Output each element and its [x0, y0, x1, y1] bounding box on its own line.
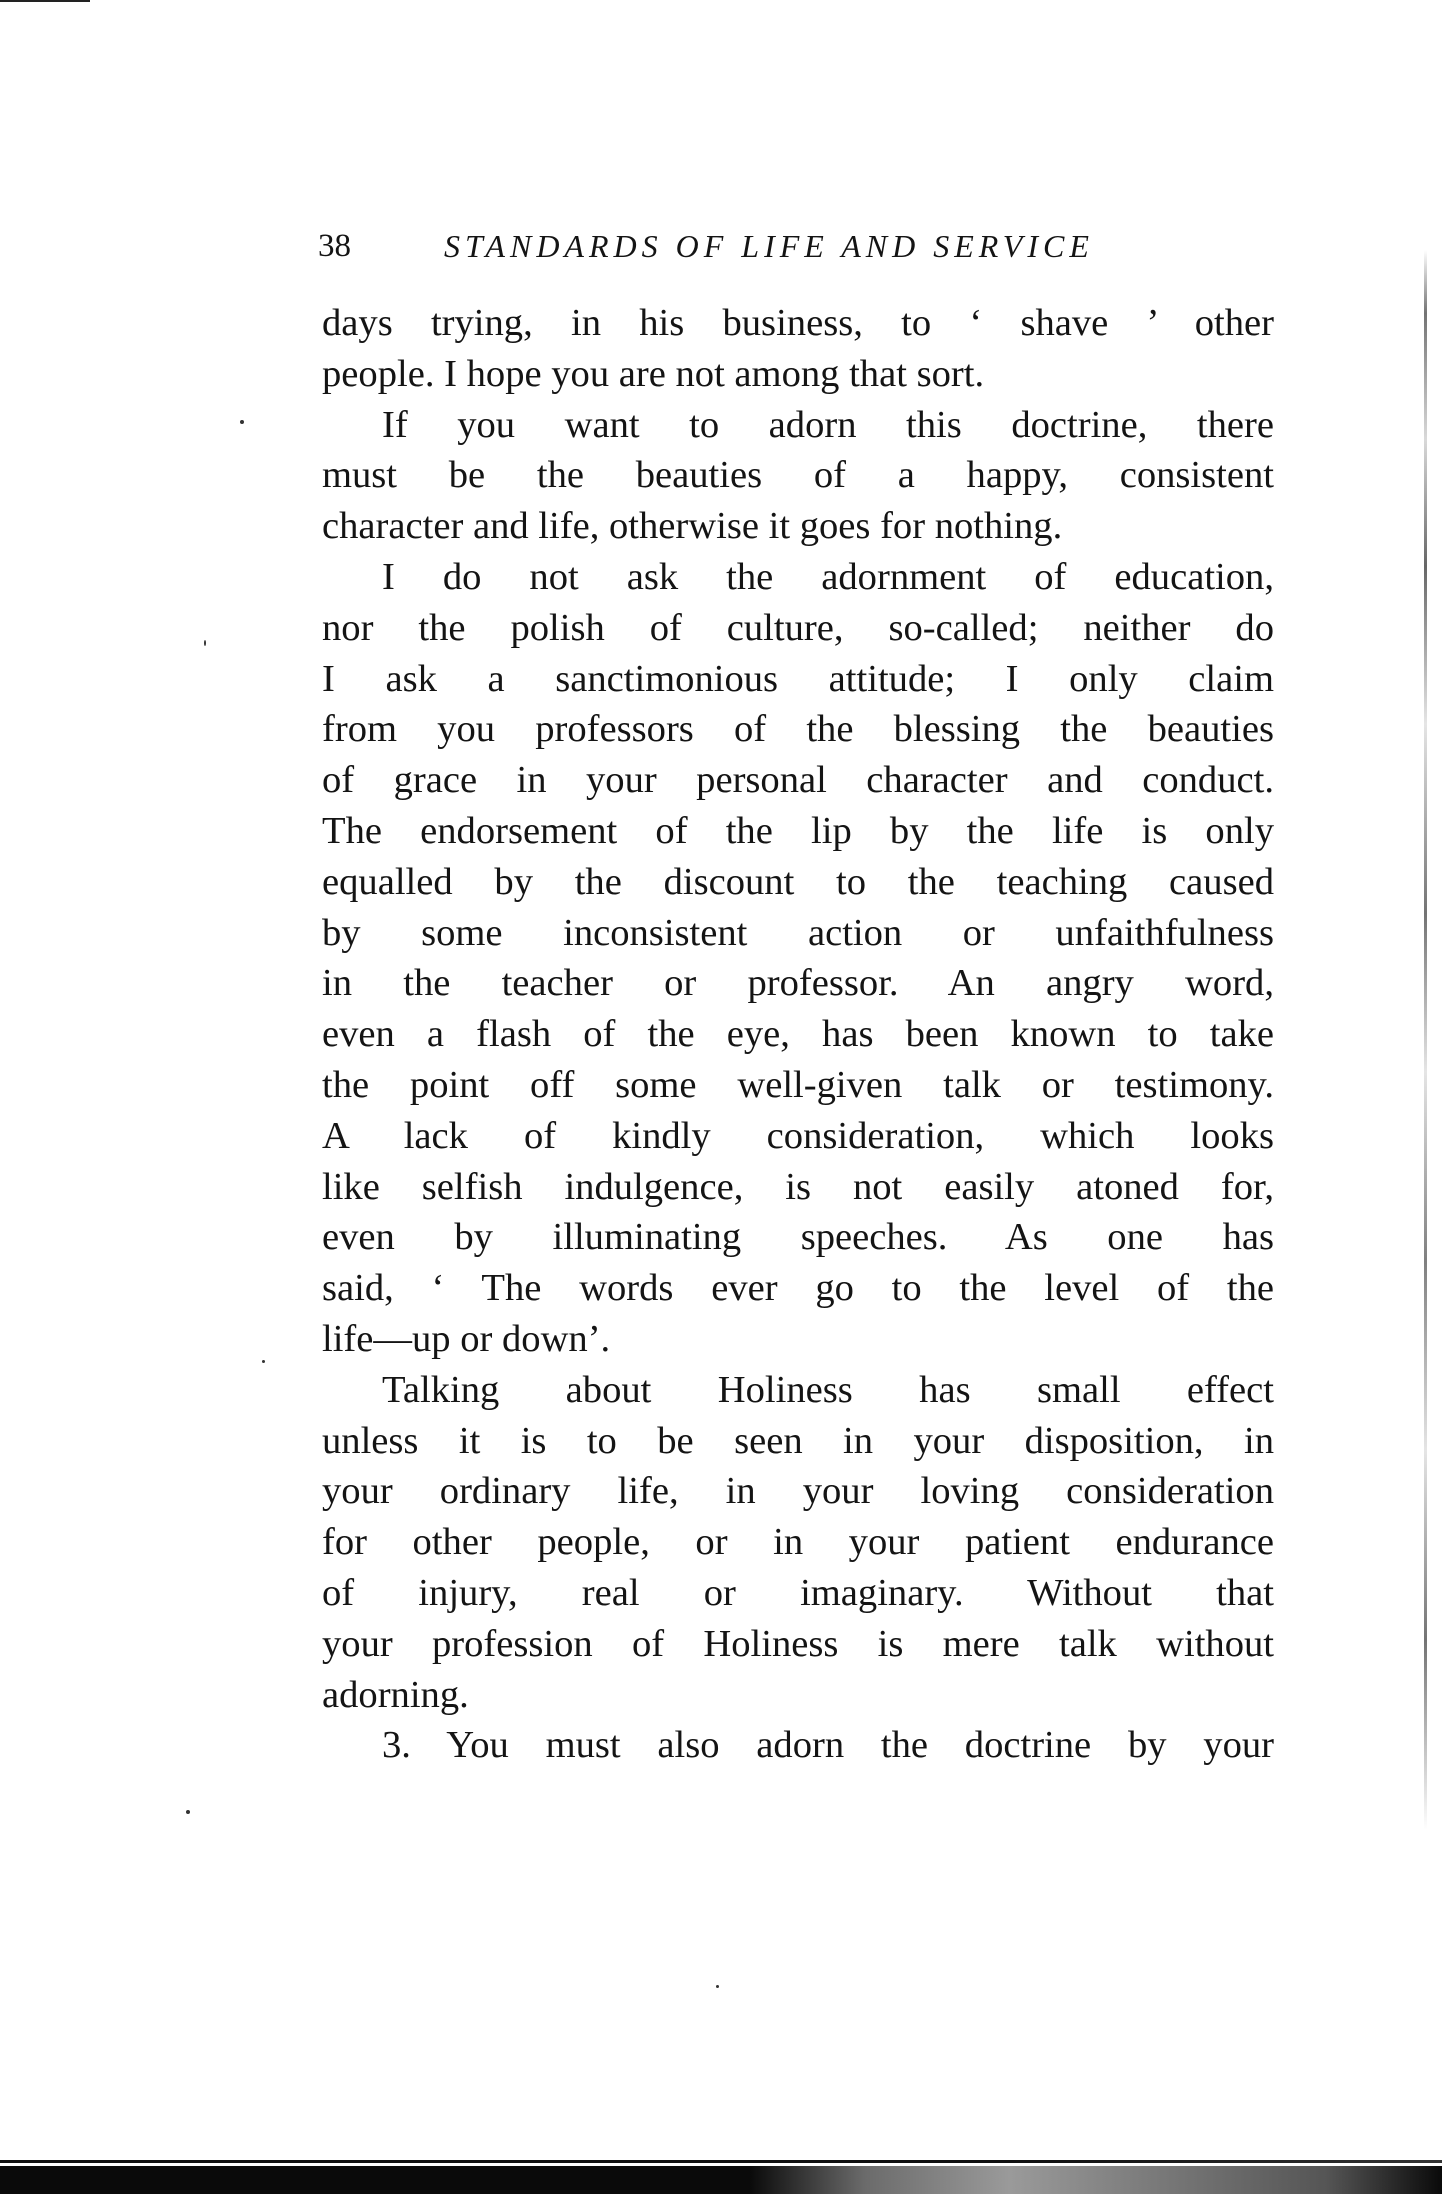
text-line: I ask a sanctimonious attitude; I only claim: [322, 657, 1274, 700]
text-line: A lack of kindly consideration, which looks: [322, 1114, 1274, 1157]
text-line: nor the polish of culture, so-called; neither do: [322, 606, 1274, 649]
text-line: even a flash of the eye, has been known to take: [322, 1013, 1274, 1056]
text-line: your profession of Holiness is mere talk without: [322, 1622, 1274, 1665]
text-line: adorning.: [322, 1673, 469, 1716]
scan-speck: [204, 640, 206, 646]
text-line: unless it is to be seen in your disposition, in: [322, 1419, 1274, 1462]
page-header: [318, 222, 1278, 270]
top-edge-rule: [0, 0, 90, 2]
text-line: like selfish indulgence, is not easily atoned for,: [322, 1165, 1274, 1208]
scan-speck: [240, 420, 244, 424]
text-line: I do not ask the adornment of education,: [382, 555, 1274, 598]
text-line: The endorsement of the lip by the life is only: [322, 809, 1274, 852]
scan-speck: [716, 1985, 719, 1988]
text-line: Talking about Holiness has small effect: [382, 1368, 1274, 1411]
text-line: your ordinary life, in your loving consideration: [322, 1470, 1274, 1513]
body-text: [322, 298, 1274, 1771]
running-title: STANDARDS OF LIFE AND SERVICE: [444, 228, 1094, 264]
text-line: from you professors of the blessing the beauties: [322, 708, 1274, 751]
bottom-edge-bar: [0, 2166, 1442, 2194]
text-line: said, ‘ The words ever go to the level of the: [322, 1267, 1274, 1310]
text-line: in the teacher or professor. An angry word,: [322, 962, 1274, 1005]
text-line: equalled by the discount to the teaching caused: [322, 860, 1274, 903]
bottom-edge-line: [0, 2160, 1442, 2163]
text-line: the point off some well-given talk or testimony.: [322, 1063, 1274, 1106]
page-edge-shadow: [1424, 250, 1427, 1830]
text-line: even by illuminating speeches. As one has: [322, 1216, 1274, 1259]
text-line: for other people, or in your patient endurance: [322, 1521, 1274, 1564]
scan-speck: [186, 1810, 190, 1814]
text-line: days trying, in his business, to ‘ shave ’ other: [322, 302, 1274, 344]
text-line: people. I hope you are not among that sort.: [322, 352, 985, 395]
text-line: life—up or down’.: [322, 1317, 611, 1360]
text-line: must be the beauties of a happy, consistent: [322, 454, 1274, 497]
text-line: character and life, otherwise it goes for nothing.: [322, 505, 1063, 548]
text-line: of injury, real or imaginary. Without that: [322, 1571, 1274, 1614]
scan-speck: [262, 1360, 265, 1363]
text-line: of grace in your personal character and conduct.: [322, 759, 1274, 802]
text-line: If you want to adorn this doctrine, there: [382, 403, 1274, 446]
text-line: 3. You must also adorn the doctrine by your: [382, 1724, 1274, 1767]
text-line: by some inconsistent action or unfaithfulness: [322, 911, 1274, 954]
page-number: 38: [318, 228, 351, 264]
